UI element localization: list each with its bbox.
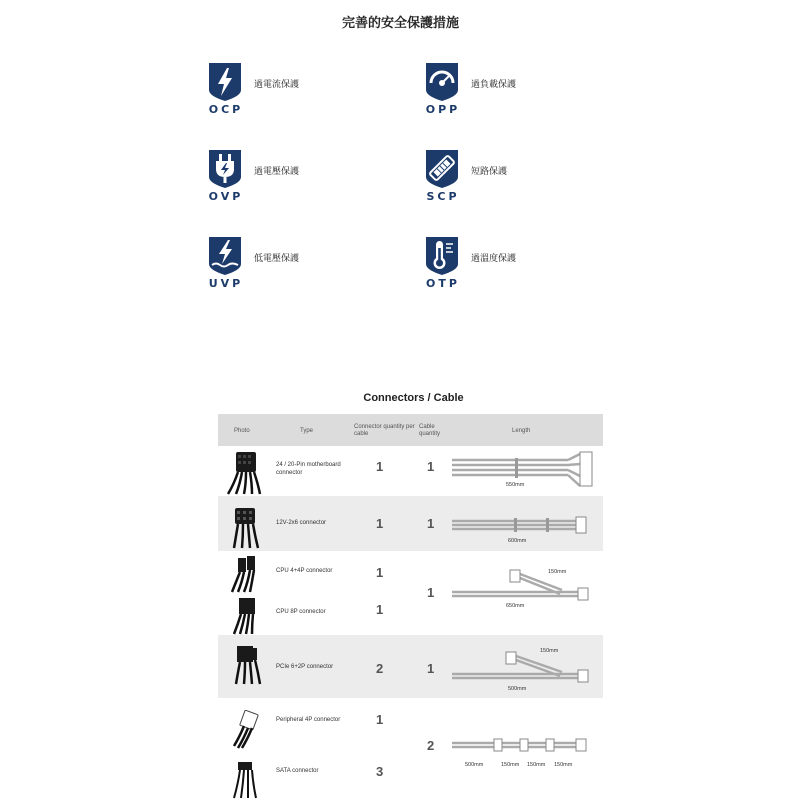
cable-quantity: 1 xyxy=(427,585,435,600)
lightning-icon xyxy=(208,62,242,102)
cable-length: 150mm xyxy=(540,648,559,654)
connector-type: CPU 8P connector xyxy=(276,609,326,615)
header-cable-quantity: Cable quantity xyxy=(419,424,441,437)
atx-24pin-photo xyxy=(224,450,264,496)
ovp-label: 過電壓保護 xyxy=(254,167,300,177)
ocp-abbr: OCP xyxy=(208,103,244,116)
connector-type: 24 / 20-Pin motherboard connector xyxy=(276,462,341,476)
protection-scp xyxy=(425,149,625,209)
connector-type: PCIe 6+2P connector xyxy=(276,664,334,670)
header-length: Length xyxy=(512,428,531,434)
12v-cable-illustration xyxy=(450,514,600,538)
cable-length: 650mm xyxy=(506,603,525,609)
cable-quantity: 1 xyxy=(427,459,435,474)
thermometer-icon xyxy=(425,236,459,276)
gauge-icon xyxy=(425,62,459,102)
plug-icon xyxy=(208,149,242,189)
protection-ovp xyxy=(208,149,408,209)
connectors-table xyxy=(218,414,603,800)
connector-quantity: 3 xyxy=(376,764,384,779)
pcie-photo xyxy=(230,642,262,686)
pcie-cable-illustration xyxy=(450,646,600,686)
lightning-wave-icon xyxy=(208,236,242,276)
cable-quantity: 1 xyxy=(427,516,435,531)
peripheral-4p-photo xyxy=(228,710,262,750)
sata-photo xyxy=(228,760,262,800)
header-photo: Photo xyxy=(234,428,250,434)
safety-heading: 完善的安全保護措施 xyxy=(341,16,459,31)
connector-type: CPU 4+4P connector xyxy=(276,568,333,574)
12v-2x6-photo xyxy=(228,506,262,550)
cable-length: 150mm xyxy=(527,762,546,768)
protection-otp xyxy=(425,236,625,296)
scp-abbr: SCP xyxy=(426,190,460,203)
opp-abbr: OPP xyxy=(425,103,461,116)
cable-length: 550mm xyxy=(506,482,525,488)
connector-quantity: 1 xyxy=(376,565,384,580)
protection-uvp xyxy=(208,236,408,296)
otp-abbr: OTP xyxy=(426,277,460,290)
protection-opp xyxy=(425,62,625,122)
cable-quantity: 1 xyxy=(427,661,435,676)
connector-quantity: 1 xyxy=(376,712,384,727)
cpu-8p-photo xyxy=(230,596,262,636)
uvp-label: 低電壓保護 xyxy=(254,254,300,264)
fuse-icon xyxy=(425,149,459,189)
header-type: Type xyxy=(300,428,314,434)
connector-quantity: 1 xyxy=(376,602,384,617)
connector-type: 12V-2x6 connector xyxy=(276,520,327,526)
uvp-abbr: UVP xyxy=(208,277,244,290)
connector-quantity: 1 xyxy=(376,516,384,531)
cable-length: 150mm xyxy=(554,762,573,768)
cpu-cable-illustration xyxy=(450,564,600,604)
cable-quantity: 2 xyxy=(427,738,435,753)
connectors-heading: Connectors / Cable xyxy=(363,392,464,404)
cable-length: 500mm xyxy=(508,686,527,692)
table-header xyxy=(218,414,603,446)
header-connector-quantity: Connector quantity per cable xyxy=(354,424,415,437)
cable-length: 150mm xyxy=(548,569,567,575)
atx-cable-illustration xyxy=(450,448,600,492)
connector-type: SATA connector xyxy=(276,768,319,774)
protection-ocp xyxy=(208,62,408,122)
otp-label: 過溫度保護 xyxy=(471,254,517,264)
cable-length: 500mm xyxy=(465,762,484,768)
cable-length: 150mm xyxy=(501,762,520,768)
peripheral-sata-cable-illustration xyxy=(450,736,600,756)
ocp-label: 過電流保護 xyxy=(254,80,300,90)
connector-type: Peripheral 4P connector xyxy=(276,717,341,723)
cpu-4plus4-photo xyxy=(230,554,262,594)
cable-length: 600mm xyxy=(508,538,527,544)
ovp-abbr: OVP xyxy=(208,190,244,203)
opp-label: 過負載保護 xyxy=(471,80,517,90)
scp-label: 短路保護 xyxy=(471,167,508,177)
connector-quantity: 1 xyxy=(376,459,384,474)
connector-quantity: 2 xyxy=(376,661,384,676)
